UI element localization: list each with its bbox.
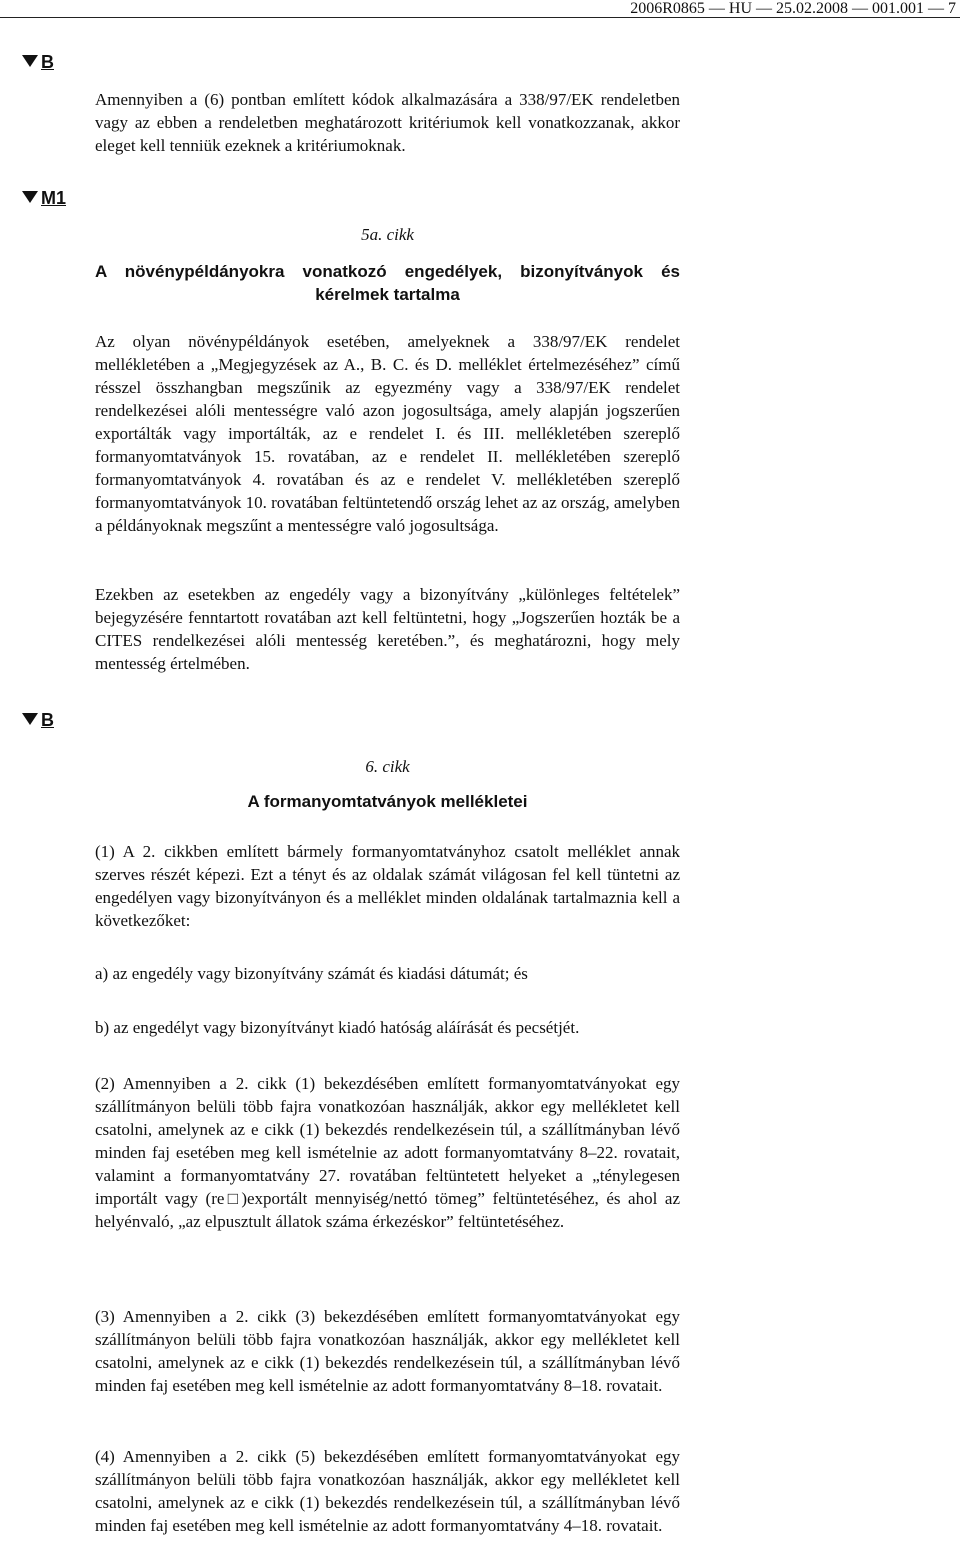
article-5a-title: A növénypéldányokra vonatkozó engedélyek, bizonyítványok és kérelmek tartalma [95, 262, 680, 304]
article-5a-number: 5a. cikk [361, 225, 414, 244]
article-6-paragraph-3: (3) Amennyiben a 2. cikk (3) bekezdésében említett formanyomtatványokat egy szállítmányon belüli több fajra vonatkozóan használják, akkor egy mellékletet kell csatolni, amelynek az e cikk (1) bekezdés rendelkezésein túl, a szállítmányban lévő minden faj esetében meg kell ismételnie az adott formanyomtatvány 8–18. rovatait. [95, 1307, 680, 1395]
triangle-down-icon [22, 191, 38, 203]
article-6-item-b: b) az engedélyt vagy bizonyítványt kiadó hatóság aláírását és pecsétjét. [95, 1018, 580, 1037]
paragraph-criteria: Amennyiben a (6) pontban említett kódok alkalmazására a 338/97/EK rendeletben vagy az ebben a rendeletben meghatározott kritériumok kell vonatkozzanak, akkor eleget kell tenniük ezeknek a kritériumoknak. [95, 90, 680, 155]
amendment-marker-b [22, 52, 54, 73]
article-6-paragraph-4: (4) Amennyiben a 2. cikk (5) bekezdésében említett formanyomtatványokat egy szállítmányon belüli több fajra vonatkozóan használják, akkor egy mellékletet kell csatolni, amelynek az e cikk (1) bekezdés rendelkezésein túl, a szállítmányban lévő minden faj esetében meg kell ismételnie az adott formanyomtatvány 4–18. rovatait. [95, 1447, 680, 1535]
triangle-down-icon [22, 713, 38, 725]
page-header: 2006R0865 — HU — 25.02.2008 — 001.001 — 7 [0, 0, 960, 18]
article-6-paragraph-2: (2) Amennyiben a 2. cikk (1) bekezdésében említett formanyomtatványokat egy szállítmányon belüli több fajra vonatkozóan használják, akkor egy mellékletet kell csatolni, amelynek az e cikk (1) bekezdés rendelkezésein túl, a szállítmányban lévő minden faj esetében meg kell ismételnie az adott formanyomtatvány 8–22. rovatait, valamint a formanyomtatvány 27. rovatában feltüntetett helyeket a „ténylegesen importált vagy (re□)exportált mennyiség/nettó tömeg” feltüntetéséhez, és ahol az helyénvaló, „az elpusztult állatok száma érkezéskor” feltüntetéséhez. [95, 1074, 680, 1231]
article-5a-paragraph-2: Ezekben az esetekben az engedély vagy a bizonyítvány „különleges feltételek” bejegyzésére fenntartott rovatában azt kell feltüntetni, hogy „Jogszerűen hozták be a CITES rendelkezései alóli mentesség keretében.”, és meghatározni, hogy mely mentesség értelmében. [95, 585, 680, 673]
triangle-down-icon [22, 55, 38, 67]
article-6-paragraph-1: (1) A 2. cikkben említett bármely formanyomtatványhoz csatolt melléklet annak szerves részét képezi. Ezt a tényt és az oldalak számát világosan fel kell tüntetni az engedélyen vagy bizonyítványon és a melléklet minden oldalának tartalmaznia kell a következőket: [95, 842, 680, 930]
article-6-number: 6. cikk [365, 757, 410, 776]
article-6-item-a: a) az engedély vagy bizonyítvány számát és kiadási dátumát; és [95, 964, 528, 983]
marker-label: B [41, 710, 54, 730]
amendment-marker-b-2 [22, 710, 54, 731]
marker-label: B [41, 52, 54, 72]
amendment-marker-m1 [22, 188, 66, 209]
article-6-title: A formanyomtatványok mellékletei [247, 792, 528, 811]
article-5a-paragraph-1: Az olyan növénypéldányok esetében, amelyeknek a 338/97/EK rendelet mellékletében a „Megjegyzések az A., B. C. és D. melléklet értelmezéséhez” című résszel összhangban megszűnik az egyezmény vagy a 338/97/EK rendelet rendelkezései alóli mentességre való azon jogosultsága, amely alapján jogszerűen exportálták vagy importálták, az e rendelet I. és III. mellékletében szereplő formanyomtatványok 15. rovatában, az e rendelet II. mellékletében szereplő formanyomtatványok 4. rovatában és az e rendelet V. mellékletében szereplő formanyomtatványok 10. rovatában feltüntetendő ország lehet az az ország, amelyben a példányoknak megszűnt a mentességre való jogosultsága. [95, 332, 680, 535]
marker-label: M1 [41, 188, 67, 208]
